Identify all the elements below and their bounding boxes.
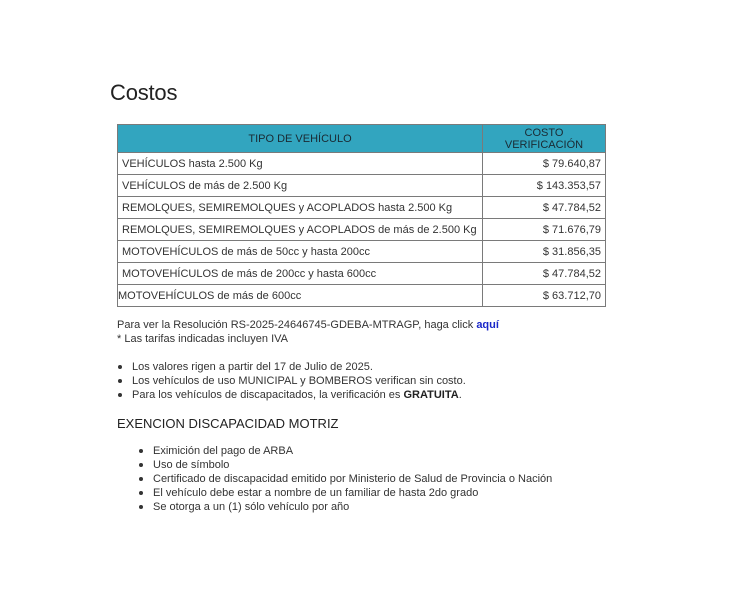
table-row [118,197,606,219]
list-item-text: Para los vehículos de discapacitados, la verificación es [132,389,404,401]
cost-cell: $ 143.353,57 [483,175,606,197]
list-item: Los vehículos de uso MUNICIPAL y BOMBEROS verifican sin costo. [117,374,466,388]
resolution-link[interactable]: aquí [476,319,499,331]
list-item: Uso de símbolo [138,458,552,472]
table-row [118,219,606,241]
table-row [118,175,606,197]
cost-cell: $ 63.712,70 [483,285,606,307]
page-title: Costos [110,80,178,105]
section-title: EXENCION DISCAPACIDAD MOTRIZ [117,416,339,431]
table-header-row [118,125,606,153]
vehicle-type-cell: MOTOVEHÍCULOS de más de 200cc y hasta 600cc [118,263,483,285]
table-row [118,263,606,285]
conditions-list [117,360,466,402]
vehicle-type-cell: MOTOVEHÍCULOS de más de 50cc y hasta 200cc [118,241,483,263]
list-item [117,388,466,402]
vehicle-type-cell: REMOLQUES, SEMIREMOLQUES y ACOPLADOS hasta 2.500 Kg [118,197,483,219]
cost-cell: $ 79.640,87 [483,153,606,175]
cost-cell: $ 31.856,35 [483,241,606,263]
vehicle-type-cell: REMOLQUES, SEMIREMOLQUES y ACOPLADOS de más de 2.500 Kg [118,219,483,241]
vehicle-type-cell: VEHÍCULOS de más de 2.500 Kg [118,175,483,197]
list-item-suffix: . [458,389,462,401]
table-row [118,153,606,175]
list-item: El vehículo debe estar a nombre de un familiar de hasta 2do grado [138,486,552,500]
resolution-text: Para ver la Resolución RS-2025-24646745-GDEBA-MTRAGP, haga click [117,319,477,331]
cost-cell: $ 47.784,52 [483,197,606,219]
cost-cell: $ 47.784,52 [483,263,606,285]
vehicle-type-cell: VEHÍCULOS hasta 2.500 Kg [118,153,483,175]
cost-cell: $ 71.676,79 [483,219,606,241]
list-item: Se otorga a un (1) sólo vehículo por año [138,500,552,514]
list-item: Certificado de discapacidad emitido por Ministerio de Salud de Provincia o Nación [138,472,552,486]
table-row [118,241,606,263]
iva-note: * Las tarifas indicadas incluyen IVA [117,333,288,345]
free-label: GRATUITA [403,389,459,401]
list-item: Eximición del pago de ARBA [138,444,552,458]
column-header-verification-cost: COSTO VERIFICACIÓN [483,125,606,153]
list-item: Los valores rigen a partir del 17 de Julio de 2025. [117,360,466,374]
table-row [118,285,606,307]
column-header-vehicle-type: TIPO DE VEHÍCULO [118,125,483,153]
costs-table [117,124,606,307]
exemption-list [138,444,552,514]
vehicle-type-cell: MOTOVEHÍCULOS de más de 600cc [118,285,483,307]
resolution-paragraph [117,318,499,333]
